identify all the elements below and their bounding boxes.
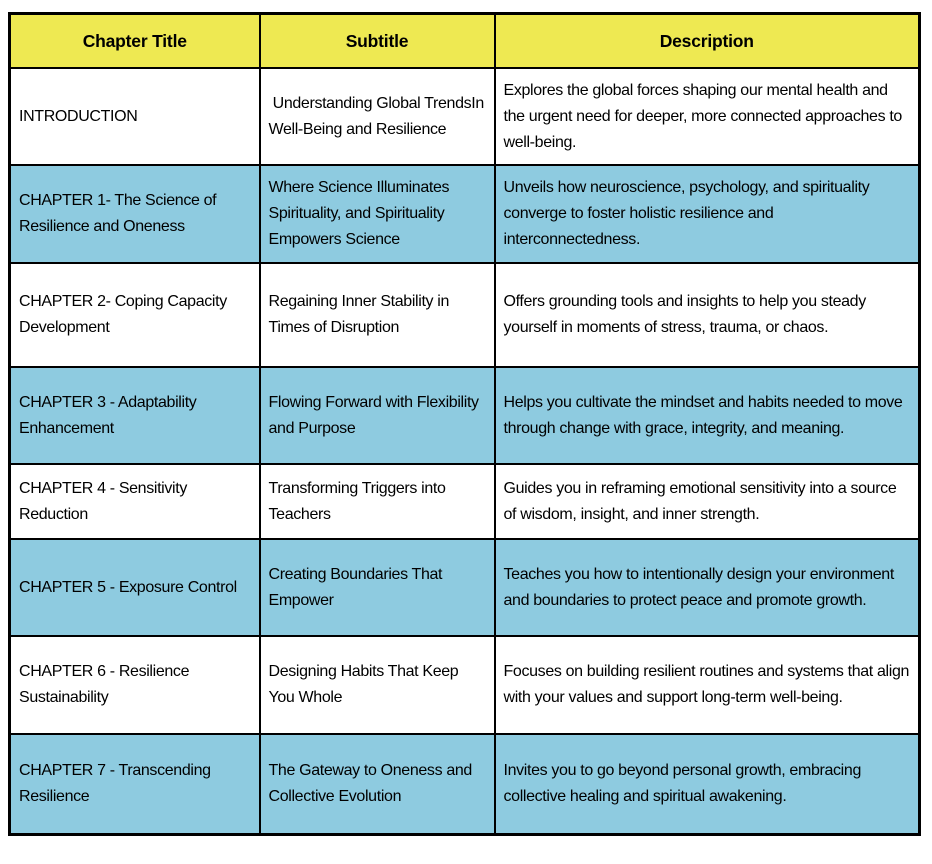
subtitle-cell: Designing Habits That Keep You Whole [260, 636, 495, 734]
chapter-cell: CHAPTER 7 - Transcending Resilience [10, 734, 260, 834]
subtitle-cell: Transforming Triggers into Teachers [260, 464, 495, 539]
description-cell: Guides you in reframing emotional sensitivity into a source of wisdom, insight, and inner strength. [495, 464, 920, 539]
table-row [10, 464, 920, 539]
chapter-cell: INTRODUCTION [10, 68, 260, 165]
table-row [10, 68, 920, 165]
table-row [10, 539, 920, 636]
chapter-overview-table [8, 12, 921, 836]
chapter-cell: CHAPTER 1- The Science of Resilience and Oneness [10, 165, 260, 263]
description-cell: Teaches you how to intentionally design your environment and boundaries to protect peace and promote growth. [495, 539, 920, 636]
chapter-cell: CHAPTER 6 - Resilience Sustainability [10, 636, 260, 734]
chapter-cell: CHAPTER 3 - Adaptability Enhancement [10, 367, 260, 464]
table-row [10, 367, 920, 464]
description-cell: Focuses on building resilient routines and systems that align with your values and support long-term well-being. [495, 636, 920, 734]
table-row [10, 734, 920, 834]
description-cell: Unveils how neuroscience, psychology, and spirituality converge to foster holistic resilience and interconnectedness. [495, 165, 920, 263]
subtitle-cell: The Gateway to Oneness and Collective Evolution [260, 734, 495, 834]
chapter-cell: CHAPTER 5 - Exposure Control [10, 539, 260, 636]
column-header-description: Description [495, 14, 920, 69]
column-header-subtitle: Subtitle [260, 14, 495, 69]
subtitle-cell: Creating Boundaries That Empower [260, 539, 495, 636]
chapter-table-container [8, 12, 918, 836]
table-row [10, 165, 920, 263]
subtitle-cell: Understanding Global TrendsIn Well-Being and Resilience [260, 68, 495, 165]
subtitle-cell: Regaining Inner Stability in Times of Disruption [260, 263, 495, 367]
subtitle-cell: Flowing Forward with Flexibility and Purpose [260, 367, 495, 464]
description-cell: Explores the global forces shaping our mental health and the urgent need for deeper, more connected approaches to well-being. [495, 68, 920, 165]
column-header-chapter-title: Chapter Title [10, 14, 260, 69]
description-cell: Helps you cultivate the mindset and habits needed to move through change with grace, integrity, and meaning. [495, 367, 920, 464]
chapter-cell: CHAPTER 4 - Sensitivity Reduction [10, 464, 260, 539]
table-header-row [10, 14, 920, 69]
description-cell: Offers grounding tools and insights to help you steady yourself in moments of stress, trauma, or chaos. [495, 263, 920, 367]
chapter-cell: CHAPTER 2- Coping Capacity Development [10, 263, 260, 367]
table-row [10, 636, 920, 734]
subtitle-cell: Where Science Illuminates Spirituality, and Spirituality Empowers Science [260, 165, 495, 263]
description-cell: Invites you to go beyond personal growth, embracing collective healing and spiritual awakening. [495, 734, 920, 834]
table-row [10, 263, 920, 367]
